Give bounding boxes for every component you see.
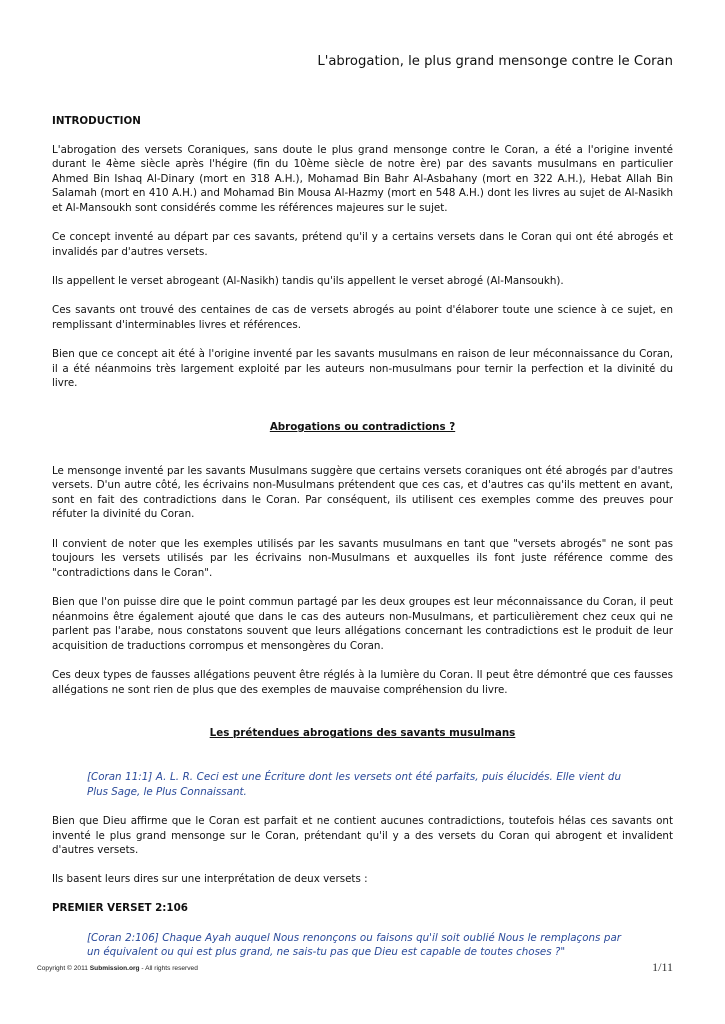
intro-paragraph: Bien que ce concept ait été à l'origine inventé par les savants musulmans en raison de leur méconnaissance du Coran, il a été néanmoins très largement exploité par les auteurs non-musulmans pour ternir la perfection et la divinité du livre. (52, 347, 673, 390)
document-title: L'abrogation, le plus grand mensonge contre le Coran (317, 54, 673, 69)
site-link[interactable]: Submission.org (89, 965, 140, 972)
section-heading-abrogations: Abrogations ou contradictions ? (269, 420, 456, 433)
section-heading-pretendues: Les prétendues abrogations des savants musulmans (209, 727, 516, 740)
document-body (52, 114, 673, 960)
intro-paragraph: Ces savants ont trouvé des centaines de cas de versets abrogés au point d'élaborer toute une science à ce sujet, en remplissant d'interminables livres et références. (52, 304, 673, 331)
introduction-heading: INTRODUCTION (52, 115, 141, 127)
intro-paragraph: Ce concept inventé au départ par ces savants, prétend qu'il y a certains versets dans le Coran qui ont été abrogés et invalidés par d'autres versets. (52, 231, 673, 258)
verse-heading: PREMIER VERSET 2:106 (52, 902, 188, 915)
section-paragraph: Ces deux types de fausses allégations peuvent être réglés à la lumière du Coran. Il peut être démontré que ces fausses allégations ne sont rien de plus que des exemples de mauvaise compréhension du livre. (52, 668, 673, 696)
intro-paragraph: L'abrogation des versets Coraniques, sans doute le plus grand mensonge contre le Coran, a été a l'origine inventé durant le 4ème siècle après l'hégire (fin du 10ème siècle de notre ère) par des savants musulmans en particulier Ahmed Bin Ishaq Al-Dinary (mort en 318 A.H.), Mohamad Bin Bahr Al-Asbahany (mort en 322 A.H.), Hebat Allah Bin Salamah (mort en 410 A.H.) and Mohamad Bin Mousa Al-Hazmy (mort en 548 A.H.) dont les livres au sujet de Al-Nasikh et Al-Mansoukh sont considérés comme les références majeures sur le sujet. (52, 143, 673, 214)
section-paragraph: Il convient de noter que les exemples utilisés par les savants musulmans en tant que "versets abrogés" ne sont pas toujours les versets utilisés par les écrivains non-Musulmans et auxquelles ils font juste référence comme des "contradictions dans le Coran". (52, 537, 673, 579)
quran-quote: [Coran 2:106] Chaque Ayah auquel Nous renonçons ou faisons qu'il soit oublié Nous le remplaçons par un équivalent ou qui est plus grand, ne sais-tu pas que Dieu est capable de toutes choses ?" (87, 931, 621, 959)
section-paragraph: Le mensonge inventé par les savants Musulmans suggère que certains versets coraniques ont été abrogés par d'autres versets. D'un autre côté, les écrivains non-Musulmans prétendent que ces cas, et d'autres cas qu'ils mettent en avant, sont en fait des contradictions dans le Coran. Par conséquent, ils utilisent ces exemples comme des preuves pour réfuter la divinité du Coran. (52, 464, 673, 521)
section-paragraph: Bien que l'on puisse dire que le point commun partagé par les deux groupes est leur méconnaissance du Coran, il peut néanmoins être également ajouté que dans le cas des auteurs non-Musulmans, et particulièrement chez ceux qui ne parlent pas l'arabe, nous constatons souvent que leurs allégations concernant les contradictions est le produit de leur acquisition de traductions corrompus et mensongères du Coran. (52, 596, 673, 652)
section-paragraph: Ils basent leurs dires sur une interprétation de deux versets : (52, 873, 368, 886)
copyright-notice: Copyright © 2011 Submission.org - All rights reserved (37, 965, 198, 972)
quran-quote: [Coran 11:1] A. L. R. Ceci est une Écriture dont les versets ont été parfaits, puis élucidés. Elle vient du Plus Sage, le Plus Connaissant. (87, 771, 621, 798)
intro-paragraph: Ils appellent le verset abrogeant (Al-Nasikh) tandis qu'ils appellent le verset abrogé (Al-Mansoukh). (52, 274, 564, 287)
section-paragraph: Bien que Dieu affirme que le Coran est parfait et ne contient aucunes contradictions, toutefois hélas ces savants ont inventé le plus grand mensonge sur le Coran, prétendant qu'il y a des versets du Coran qui abrogent et invalident d'autres versets. (52, 814, 673, 857)
page-number: 1/11 (652, 960, 673, 974)
